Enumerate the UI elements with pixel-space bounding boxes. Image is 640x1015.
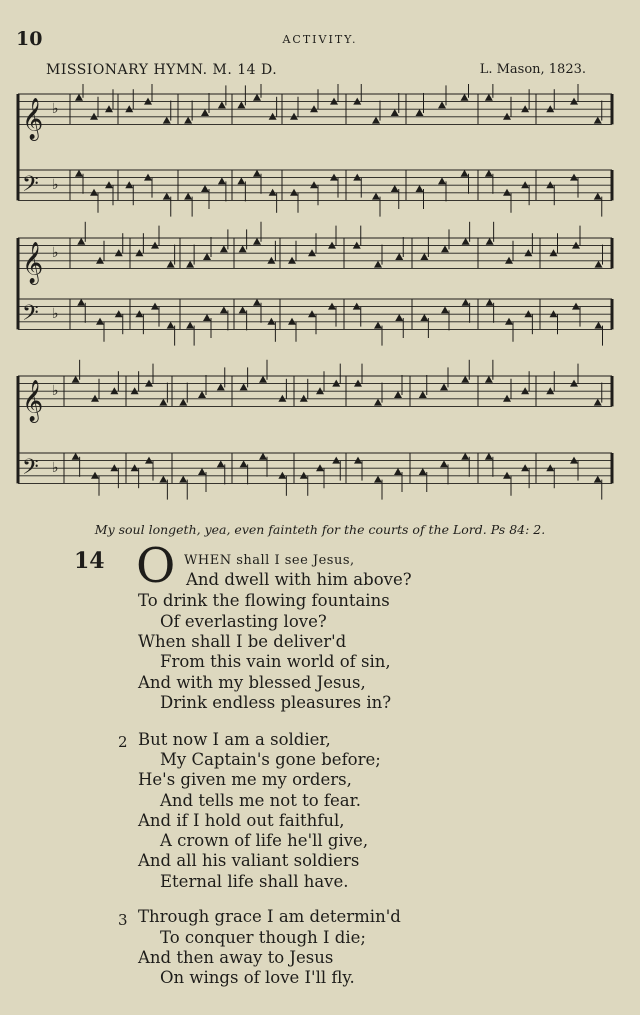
note-head (278, 395, 286, 402)
page-number: 10 (16, 28, 43, 50)
note-head (521, 105, 529, 112)
note-head (440, 460, 448, 467)
hymn-number: 14 (74, 548, 105, 574)
note-head (90, 113, 98, 120)
note-head (353, 303, 361, 310)
note-head (594, 117, 602, 124)
treble-clef-icon: 𝄞 (22, 380, 44, 422)
note-head (91, 395, 99, 402)
verse-line: But now I am a soldier, (138, 730, 331, 749)
note-head (267, 257, 275, 264)
note-head (461, 376, 469, 383)
note-head (96, 318, 104, 325)
note-head (391, 109, 399, 116)
note-head (217, 460, 225, 467)
flat-sign-icon: ♭ (52, 245, 59, 262)
note-head (259, 453, 267, 460)
note-head (115, 310, 123, 317)
note-head (521, 464, 529, 471)
note-head (110, 387, 118, 394)
verse-line: Of everlasting love? (160, 612, 327, 631)
note-head (332, 380, 340, 387)
note-head (550, 310, 558, 317)
note-head (308, 310, 316, 317)
note-head (253, 94, 261, 101)
note-head (546, 387, 554, 394)
verse-line: On wings of love I'll fly. (160, 968, 355, 987)
tune-name: MISSIONARY HYMN. M. 14 D. (46, 62, 278, 78)
note-head (135, 310, 143, 317)
note-head (237, 177, 245, 184)
note-head (239, 306, 247, 313)
note-head (300, 395, 308, 402)
note-head (77, 238, 85, 245)
verse-line: Through grace I am determin'd (138, 907, 401, 926)
note-head (546, 464, 554, 471)
note-head (115, 249, 123, 256)
note-head (151, 242, 159, 249)
note-head (330, 174, 338, 181)
note-head (570, 457, 578, 464)
note-head (462, 238, 470, 245)
note-head (186, 322, 194, 329)
note-head (310, 105, 318, 112)
verse-line: To conquer though I die; (160, 928, 366, 947)
note-head (163, 117, 171, 124)
note-head (290, 189, 298, 196)
note-head (253, 238, 261, 245)
note-head (441, 306, 449, 313)
note-head (159, 476, 167, 483)
note-head (316, 464, 324, 471)
verse-line: From this vain world of sin, (160, 652, 391, 671)
verse-number: 2 (118, 733, 128, 751)
note-head (594, 476, 602, 483)
note-head (419, 468, 427, 475)
note-head (354, 457, 362, 464)
note-head (179, 476, 187, 483)
note-head (521, 181, 529, 188)
note-head (372, 117, 380, 124)
note-head (90, 189, 98, 196)
note-head (105, 105, 113, 112)
note-head (96, 257, 104, 264)
note-head (461, 94, 469, 101)
note-head (374, 261, 382, 268)
note-head (395, 253, 403, 260)
note-head (595, 261, 603, 268)
flat-sign-icon: ♭ (52, 383, 59, 400)
note-head (278, 472, 286, 479)
note-head (159, 399, 167, 406)
note-head (131, 387, 139, 394)
note-head (505, 318, 513, 325)
note-head (462, 299, 470, 306)
note-head (505, 257, 513, 264)
note-head (135, 249, 143, 256)
note-head (546, 105, 554, 112)
note-head (125, 181, 133, 188)
note-head (237, 101, 245, 108)
note-head (419, 391, 427, 398)
note-head (125, 105, 133, 112)
note-head (220, 306, 228, 313)
note-head (570, 174, 578, 181)
verse-line: Eternal life shall have. (160, 872, 349, 891)
verse-line: Drink endless pleasures in? (160, 693, 392, 712)
note-head (395, 314, 403, 321)
note-head (420, 253, 428, 260)
verse-line: And all his valiant soldiers (138, 851, 360, 870)
verse-line: And tells me not to fear. (160, 791, 361, 810)
flat-sign-icon: ♭ (52, 177, 59, 194)
verse-line: My Captain's gone before; (160, 750, 381, 769)
note-head (572, 242, 580, 249)
note-head (184, 117, 192, 124)
note-head (503, 395, 511, 402)
note-head (394, 468, 402, 475)
note-head (438, 101, 446, 108)
note-head (203, 253, 211, 260)
note-head (151, 303, 159, 310)
note-head (594, 193, 602, 200)
treble-clef-icon: 𝄞 (22, 98, 44, 140)
note-head (485, 453, 493, 460)
note-head (570, 98, 578, 105)
note-head (167, 261, 175, 268)
note-head (218, 101, 226, 108)
verse-line: And dwell with him above? (186, 570, 412, 589)
note-head (416, 185, 424, 192)
note-head (353, 174, 361, 181)
note-head (269, 189, 277, 196)
note-head (186, 261, 194, 268)
bass-clef-icon: 𝄢 (22, 454, 39, 485)
note-head (503, 189, 511, 196)
note-head (131, 464, 139, 471)
note-head (328, 242, 336, 249)
note-head (486, 299, 494, 306)
note-head (524, 310, 532, 317)
verse-line: A crown of life he'll give, (160, 831, 369, 850)
note-head (288, 318, 296, 325)
note-head (290, 113, 298, 120)
note-head (75, 170, 83, 177)
note-head (485, 170, 493, 177)
note-head (372, 193, 380, 200)
note-head (486, 238, 494, 245)
note-head (77, 299, 85, 306)
note-head (220, 245, 228, 252)
note-head (594, 399, 602, 406)
note-head (240, 460, 248, 467)
note-head (461, 453, 469, 460)
treble-clef-icon: 𝄞 (22, 242, 44, 284)
note-head (105, 181, 113, 188)
note-head (72, 453, 80, 460)
note-head (167, 322, 175, 329)
note-head (353, 242, 361, 249)
note-head (374, 476, 382, 483)
note-head (269, 113, 277, 120)
note-head (420, 314, 428, 321)
note-head (570, 380, 578, 387)
note-head (75, 94, 83, 101)
note-head (328, 303, 336, 310)
note-head (332, 457, 340, 464)
music-score (0, 84, 640, 504)
note-head (253, 170, 261, 177)
note-head (259, 376, 267, 383)
note-head (253, 299, 261, 306)
note-head (316, 387, 324, 394)
note-head (521, 387, 529, 394)
note-head (267, 318, 275, 325)
running-head: ACTIVITY. (282, 33, 358, 46)
note-head (503, 472, 511, 479)
note-head (239, 245, 247, 252)
note-head (201, 109, 209, 116)
note-head (110, 464, 118, 471)
verse-line: And then away to Jesus (138, 948, 334, 967)
note-head (198, 468, 206, 475)
note-head (441, 245, 449, 252)
bass-clef-icon: 𝄢 (22, 300, 39, 331)
note-head (461, 170, 469, 177)
note-head (240, 383, 248, 390)
verse-number: 3 (118, 911, 128, 929)
note-head (91, 472, 99, 479)
note-head (416, 109, 424, 116)
note-head (550, 249, 558, 256)
note-head (374, 322, 382, 329)
note-head (391, 185, 399, 192)
note-head (354, 380, 362, 387)
verse-line: And with my blessed Jesus, (138, 673, 366, 692)
note-head (503, 113, 511, 120)
note-head (179, 399, 187, 406)
note-head (144, 174, 152, 181)
note-head (485, 94, 493, 101)
verse-line: To drink the flowing fountains (138, 591, 390, 610)
note-head (440, 383, 448, 390)
note-head (201, 185, 209, 192)
drop-cap: O (136, 538, 176, 594)
note-head (184, 193, 192, 200)
flat-sign-icon: ♭ (52, 306, 59, 323)
composer-credit: L. Mason, 1823. (479, 62, 586, 77)
note-head (300, 472, 308, 479)
note-head (144, 98, 152, 105)
note-head (217, 383, 225, 390)
verse-line: He's given me my orders, (138, 770, 352, 789)
scripture-quote: My soul longeth, yea, even fainteth for the courts of the Lord. Ps 84: 2. (94, 522, 546, 537)
note-head (353, 98, 361, 105)
note-head (438, 177, 446, 184)
note-head (330, 98, 338, 105)
verse-line: When shall I be deliver'd (138, 632, 347, 651)
note-head (308, 249, 316, 256)
flat-sign-icon: ♭ (52, 460, 59, 477)
note-head (394, 391, 402, 398)
flat-sign-icon: ♭ (52, 101, 59, 118)
note-head (163, 193, 171, 200)
note-head (546, 181, 554, 188)
note-head (595, 322, 603, 329)
note-head (524, 249, 532, 256)
verse-line: And if I hold out faithful, (138, 811, 345, 830)
verse-line: WHEN shall I see Jesus, (184, 553, 355, 568)
note-head (198, 391, 206, 398)
note-head (572, 303, 580, 310)
note-head (310, 181, 318, 188)
note-head (72, 376, 80, 383)
note-head (218, 177, 226, 184)
bass-clef-icon: 𝄢 (22, 171, 39, 202)
note-head (203, 314, 211, 321)
note-head (485, 376, 493, 383)
note-head (145, 457, 153, 464)
note-head (145, 380, 153, 387)
note-head (288, 257, 296, 264)
note-head (374, 399, 382, 406)
